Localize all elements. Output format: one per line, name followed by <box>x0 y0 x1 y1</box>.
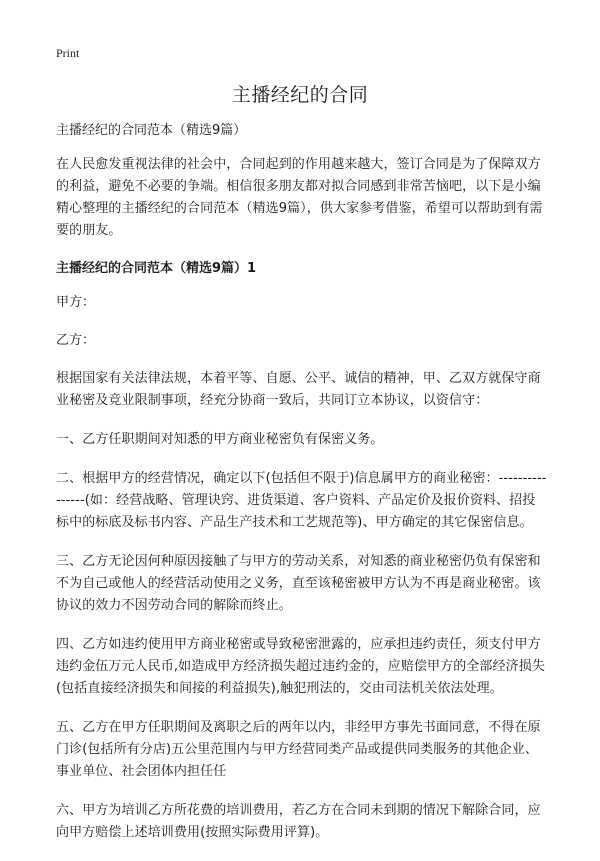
document-subtitle: 主播经纪的合同范本（精选9篇） <box>56 123 247 138</box>
preamble-paragraph: 根据国家有关法律法规，本着平等、自愿、公平、诚信的精神，甲、乙双方就保守商业秘密及竞业限制事项，经充分协商一致后，共同订立本协议，以资信守： <box>56 371 541 408</box>
section-heading: 主播经纪的合同范本（精选9篇）1 <box>56 261 257 276</box>
intro-paragraph: 在人民愈发重视法律的社会中，合同起到的作用越来越大，签订合同是为了保障双方的利益，避免不必要的争端。相信很多朋友都对拟合同感到非常苦恼吧，以下是小编精心整理的主播经纪的合同范本（精选9篇），供大家参考借鉴，希望可以帮助到有需要的朋友。 <box>56 157 543 238</box>
clause-paragraph: 五、乙方在甲方任职期间及离职之后的两年以内，非经甲方事先书面同意，不得在原门诊(包括所有分店)五公里范围内与甲方经营同类产品或提供同类服务的其他企业、事业单位、社会团体内担任任 <box>56 720 541 779</box>
party-a-label: 甲方： <box>56 295 96 310</box>
clause-paragraph: 一、乙方任职期间对知悉的甲方商业秘密负有保密义务。 <box>56 432 384 447</box>
document-title: 主播经纪的合同 <box>231 84 369 106</box>
clause-paragraph: 三、乙方无论因何种原因接触了与甲方的劳动关系，对知悉的商业秘密仍负有保密和不为自己或他人的经营活动使用之义务，直至该秘密被甲方认为不再是商业秘密。该协议的效力不因劳动合同的解除而终止。 <box>56 554 541 613</box>
print-link[interactable]: Print <box>56 46 80 60</box>
clause-paragraph: 六、甲方为培训乙方所花费的培训费用，若乙方在合同未到期的情况下解除合同，应向甲方赔偿上述培训费用(按照实际费用评算)。 <box>56 803 541 840</box>
document-body <box>56 121 548 861</box>
clause-paragraph: 四、乙方如违约使用甲方商业秘密或导致秘密泄露的，应承担违约责任，须支付甲方违约金伍万元人民币,如造成甲方经济损失超过违约金的，应赔偿甲方的全部经济损失(包括直接经济损失和间接的利益损失),触犯刑法的，交由司法机关依法处理。 <box>56 637 545 696</box>
clause-paragraph: 二、根据甲方的经营情况，确定以下(包括但不限于)信息属甲方的商业秘密：----------------(如：经营战略、管理诀窍、进货渠道、客户资料、产品定价及报价资料、招投标中的标底及标书内容、产品生产技术和工艺规范等)、甲方确定的其它保密信息。 <box>56 471 547 530</box>
party-b-label: 乙方： <box>56 333 96 348</box>
